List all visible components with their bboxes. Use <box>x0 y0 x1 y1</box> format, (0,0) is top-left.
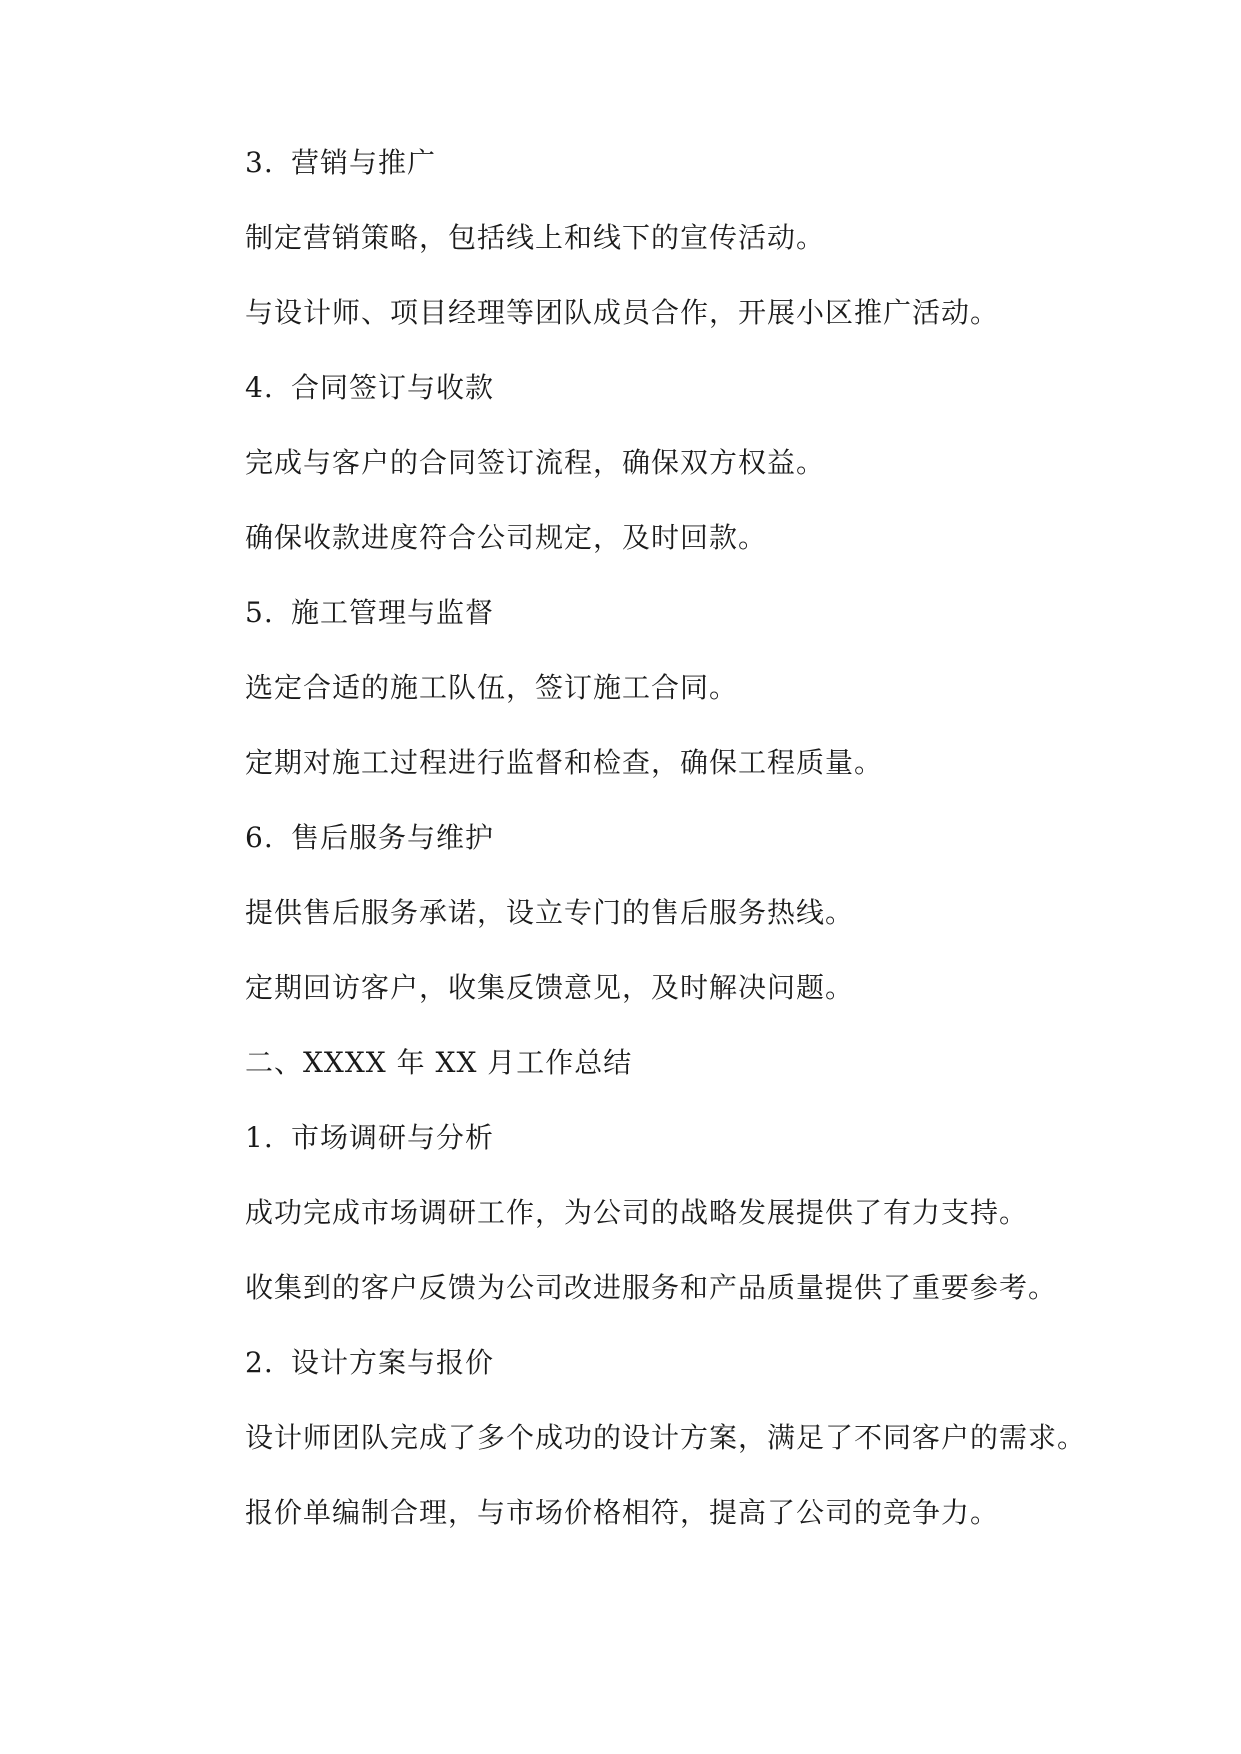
paragraph: 报价单编制合理，与市场价格相符，提高了公司的竞争力。 <box>245 1496 1000 1529</box>
paragraph: 提供售后服务承诺，设立专门的售后服务热线。 <box>245 896 855 929</box>
document-body <box>245 145 1145 1570</box>
paragraph: 定期回访客户，收集反馈意见，及时解决问题。 <box>245 971 855 1004</box>
paragraph: 选定合适的施工队伍，签订施工合同。 <box>245 671 739 704</box>
item-number: 5. <box>245 596 274 629</box>
subheading-contract <box>245 370 1145 406</box>
paragraph: 定期对施工过程进行监督和检查，确保工程质量。 <box>245 746 884 779</box>
subheading-market-research <box>245 1120 1145 1156</box>
paragraph: 与设计师、项目经理等团队成员合作，开展小区推广活动。 <box>245 296 1000 329</box>
subheading-construction <box>245 595 1145 631</box>
section-heading: 二、XXXX 年 XX 月工作总结 <box>245 1046 633 1079</box>
subheading-text: 营销与推广 <box>291 146 437 179</box>
subheading-text: 售后服务与维护 <box>291 821 495 854</box>
subheading-text: 合同签订与收款 <box>291 371 495 404</box>
item-number: 6. <box>245 821 274 854</box>
subheading-text: 施工管理与监督 <box>291 596 495 629</box>
item-number: 4. <box>245 371 274 404</box>
paragraph: 完成与客户的合同签订流程，确保双方权益。 <box>245 446 826 479</box>
paragraph: 制定营销策略，包括线上和线下的宣传活动。 <box>245 221 826 254</box>
paragraph: 设计师团队完成了多个成功的设计方案，满足了不同客户的需求。 <box>245 1421 1087 1454</box>
subheading-text: 设计方案与报价 <box>291 1346 495 1379</box>
paragraph: 收集到的客户反馈为公司改进服务和产品质量提供了重要参考。 <box>245 1271 1058 1304</box>
paragraph: 确保收款进度符合公司规定，及时回款。 <box>245 521 768 554</box>
paragraph: 成功完成市场调研工作，为公司的战略发展提供了有力支持。 <box>245 1196 1029 1229</box>
subheading-text: 市场调研与分析 <box>291 1121 495 1154</box>
item-number: 2. <box>245 1346 274 1379</box>
item-number: 3. <box>245 146 274 179</box>
subheading-design-quote <box>245 1345 1145 1381</box>
item-number: 1. <box>245 1121 274 1154</box>
subheading-after-sales <box>245 820 1145 856</box>
subheading-marketing <box>245 145 1145 181</box>
